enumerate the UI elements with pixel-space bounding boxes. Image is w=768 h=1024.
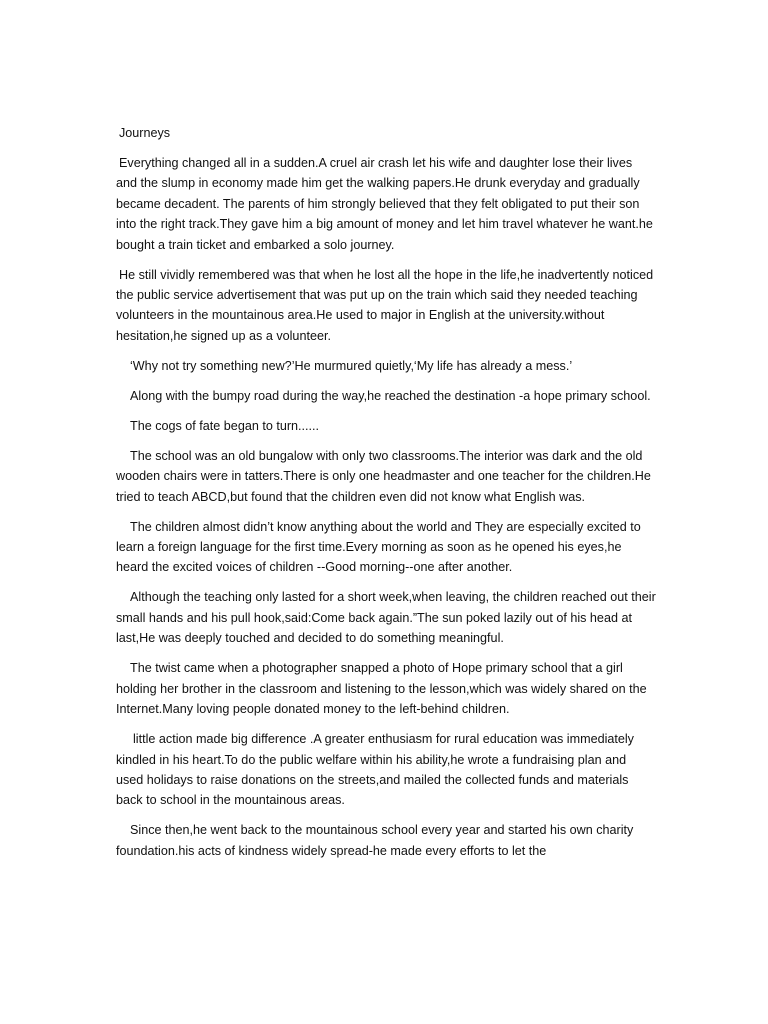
document-title: Journeys [119, 126, 171, 140]
paragraph: Everything changed all in a sudden.A cruel air crash let his wife and daughter lose their lives and the slump in economy made him get the walking papers.He drunk everyday and gradually became decadent. The parents of him strongly believed that they felt obligated to put their son into the right track.They gave him a big amount of money and let him travel whatever he want.he bought a train ticket and embarked a solo journey. [116, 156, 653, 252]
paragraph: He still vividly remembered was that when he lost all the hope in the life,he inadvertently noticed the public service advertisement that was put up on the train which said they needed teaching volunteers in the mountainous area.He used to major in English at the university.without hesitation,he signed up as a volunteer. [116, 267, 654, 343]
paragraph: Although the teaching only lasted for a short week,when leaving, the children reached out their small hands and his pull hook,said:Come back again.”The sun poked lazily out of his head at last,He was deeply touched and decided to do something meaningful. [116, 590, 656, 646]
document-body [116, 123, 656, 871]
paragraph: Since then,he went back to the mountainous school every year and started his own charity foundation.his acts of kindness widely spread-he made every efforts to let the [116, 823, 634, 858]
paragraph: little action made big difference .A greater enthusiasm for rural education was immediately kindled in his heart.To do the public welfare within his ability,he wrote a fundraising plan and used holidays to raise donations on the streets,and mailed the collected funds and materials back to school in the mountainous areas. [116, 732, 634, 808]
paragraph: The twist came when a photographer snapped a photo of Hope primary school that a girl holding her brother in the classroom and listening to the lesson,which was widely shared on the Internet.Many loving people donated money to the left-behind children. [116, 661, 647, 717]
paragraph: The cogs of fate began to turn...... [130, 418, 320, 433]
paragraph: The children almost didn’t know anything about the world and They are especially excited to learn a foreign language for the first time.Every morning as soon as he opened his eyes,he heard the excited voices of children --Good morning--one after another. [116, 519, 641, 575]
paragraph: Along with the bumpy road during the way,he reached the destination -a hope primary school. [130, 388, 651, 403]
paragraph: The school was an old bungalow with only two classrooms.The interior was dark and the old wooden chairs were in tatters.There is only one headmaster and one teacher for the children.He tried to teach ABCD,but found that the children even did not know what English was. [116, 448, 651, 504]
paragraph: ‘Why not try something new?’He murmured quietly,‘My life has already a mess.’ [130, 358, 573, 373]
